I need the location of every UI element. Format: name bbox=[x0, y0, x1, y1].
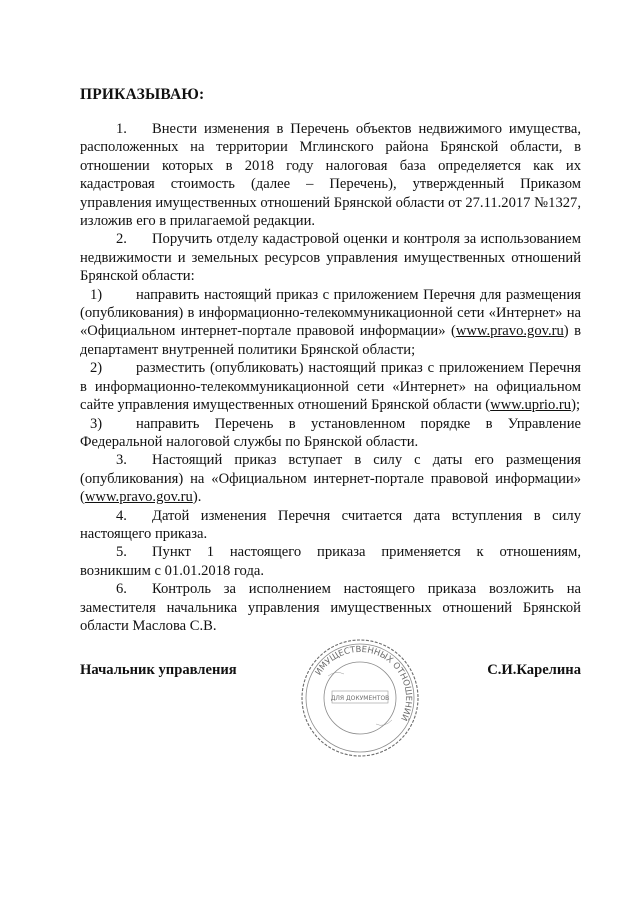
order-item: 1. Внести изменения в Перечень объектов недвижимого имущества, расположенных на территории Мглинского района Брянской области, в отношении которых в 2018 году налоговая база определяется как их кадастровая стоимость (далее – Перечень), утвержденный Приказом управления имущественных отношений Брянской области от 27.11.2017 №1327, изложив его в прилагаемой редакции. bbox=[80, 121, 581, 230]
order-subitem: 3) направить Перечень в установленном порядке в Управление Федеральной налоговой службы по Брянской области. bbox=[80, 415, 581, 450]
order-subitem: 1) направить настоящий приказ с приложением Перечня для размещения (опубликования) в информационно-телекоммуникационной сети «Интернет» на «Официальном интернет-портале правовой информации» (www.pravo.gov.ru) в департамент внутренней политики Брянской области; bbox=[80, 286, 581, 358]
order-body bbox=[80, 120, 581, 635]
order-item: 4. Датой изменения Перечня считается дата вступления в силу настоящего приказа. bbox=[80, 507, 581, 542]
order-item: 5. Пункт 1 настоящего приказа применяется к отношениям, возникшим с 01.01.2018 года. bbox=[80, 544, 581, 579]
seal-ring-text: ИМУЩЕСТВЕННЫХ ОТНОШЕНИЙ bbox=[313, 644, 414, 723]
order-item: 6. Контроль за исполнением настоящего приказа возложить на заместителя начальника управления имущественных отношений Брянской области Маслова С.В. bbox=[80, 581, 581, 634]
order-item: 2. Поручить отделу кадастровой оценки и контроля за использованием недвижимости и земельных ресурсов управления имущественных отношений Брянской области: bbox=[80, 231, 581, 285]
pravo-link[interactable]: www.pravo.gov.ru bbox=[84, 489, 193, 506]
pravo-link[interactable]: www.pravo.gov.ru bbox=[455, 323, 564, 340]
signatory-position: Начальник управления bbox=[80, 662, 237, 678]
official-seal bbox=[298, 636, 422, 760]
uprio-link[interactable]: www.uprio.ru bbox=[490, 397, 572, 414]
seal-graphic bbox=[298, 636, 422, 760]
seal-center-text: ДЛЯ ДОКУМЕНТОВ bbox=[330, 695, 390, 702]
signatory-name: С.И.Карелина bbox=[487, 662, 581, 678]
order-subitem: 2) разместить (опубликовать) настоящий приказ с приложением Перечня в информационно-телекоммуникационной сети «Интернет» на официальном сайте управления имущественных отношений Брянской области (www.uprio.ru); bbox=[80, 360, 581, 414]
order-item: 3. Настоящий приказ вступает в силу с даты его размещения (опубликования) на «Официальном интернет-портале правовой информации» (www.pravo.gov.ru). bbox=[80, 452, 581, 506]
order-heading: ПРИКАЗЫВАЮ: bbox=[80, 86, 205, 103]
seal-decoration bbox=[328, 672, 344, 676]
